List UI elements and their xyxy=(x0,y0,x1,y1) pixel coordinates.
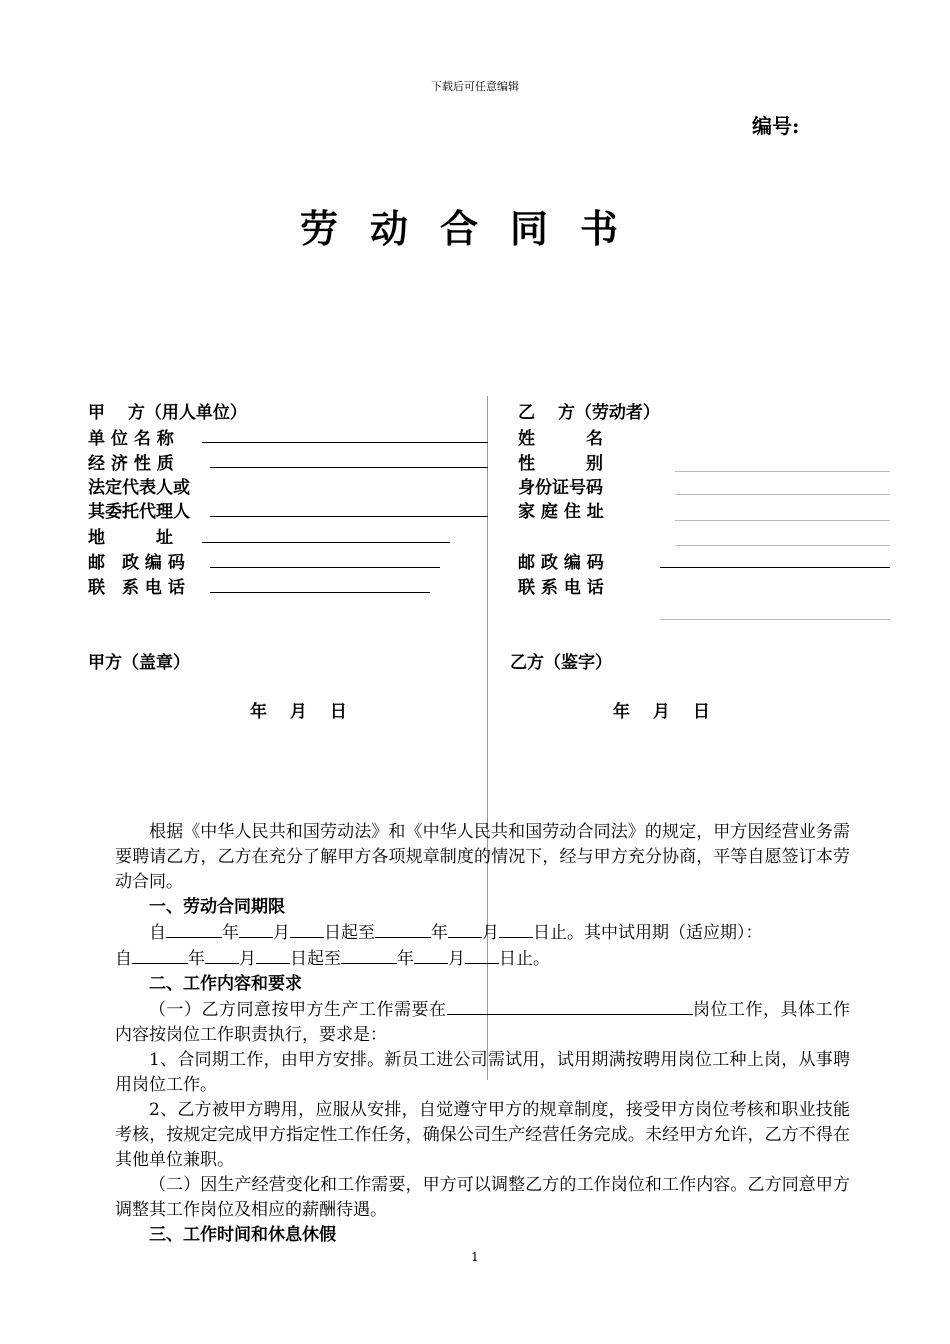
party-a-nature-field[interactable] xyxy=(210,467,488,468)
probation-end-month-field[interactable] xyxy=(414,946,448,964)
party-a-address-label: 地 址 xyxy=(88,528,173,548)
party-a-unit-name-field[interactable] xyxy=(202,442,488,443)
party-b-phone-label: 联 系 电 话 xyxy=(518,578,604,598)
probation-start-day-field[interactable] xyxy=(256,946,290,964)
probation-end-year-field[interactable] xyxy=(341,946,397,964)
term-line-1: 自 年 月 日起至 年 月 日止。其中试用期（适应期）： xyxy=(115,920,850,946)
party-a-nature-label: 经 济 性 质 xyxy=(88,454,174,474)
party-b-sign-label: 乙方（鉴字） xyxy=(510,653,612,673)
party-b-phone-field[interactable] xyxy=(660,619,890,620)
section-1-title: 一、劳动合同期限 xyxy=(149,897,285,917)
party-b-id-field[interactable] xyxy=(675,494,890,495)
party-b-gender-field[interactable] xyxy=(675,471,890,472)
intro-paragraph: 根据《中华人民共和国劳动法》和《中华人民共和国劳动合同法》的规定，甲方因经营业务需要聘请乙方，乙方在充分了解甲方各项规章制度的情况下，经与甲方充分协商，平等自愿签订本劳动合同。 xyxy=(115,822,850,892)
party-a-unit-name-label: 单 位 名 称 xyxy=(88,429,174,449)
party-b-id-label: 身份证号码 xyxy=(518,478,603,498)
section-2-paragraph-1: （一）乙方同意按甲方生产工作需要在 岗位工作，具体工作内容按岗位工作职责执行，要求是： xyxy=(115,997,850,1048)
party-a-rep-label-line2: 其委托代理人 xyxy=(88,502,190,522)
party-b-home-address-field-2[interactable] xyxy=(675,545,890,546)
term-start-month-field[interactable] xyxy=(239,920,273,938)
term-start-year-field[interactable] xyxy=(166,920,222,938)
term-line-2: 自 年 月 日起至 年 月 日止。 xyxy=(115,946,850,972)
header-note: 下载后可任意编辑 xyxy=(431,80,519,93)
term-end-year-field[interactable] xyxy=(375,920,431,938)
party-a-phone-label: 联 系 电 话 xyxy=(88,578,185,598)
party-a-phone-field[interactable] xyxy=(210,592,430,593)
party-a-rep-field[interactable] xyxy=(210,516,488,517)
section-2-item-1: 1、合同期工作，由甲方安排。新员工进公司需试用，试用期满按聘用岗位工种上岗，从事聘用岗位工作。 xyxy=(115,1050,850,1095)
probation-start-month-field[interactable] xyxy=(205,946,239,964)
party-a-postcode-label: 邮 政 编 码 xyxy=(88,553,185,573)
party-b-home-address-label: 家 庭 住 址 xyxy=(518,502,604,522)
party-b-heading: 乙 方（劳动者） xyxy=(518,403,660,423)
job-position-field[interactable] xyxy=(447,997,693,1015)
probation-end-day-field[interactable] xyxy=(465,946,499,964)
section-3-title: 三、工作时间和休息休假 xyxy=(149,1225,336,1245)
party-a-postcode-field[interactable] xyxy=(210,567,440,568)
section-2-title: 二、工作内容和要求 xyxy=(149,974,302,994)
document-title: 劳动合同书 xyxy=(299,206,650,251)
party-b-name-label: 姓 名 xyxy=(518,429,603,449)
probation-start-year-field[interactable] xyxy=(132,946,188,964)
party-b-home-address-field[interactable] xyxy=(675,520,890,521)
party-b-postcode-field[interactable] xyxy=(660,567,890,568)
page-number: 1 xyxy=(471,1250,479,1264)
party-a-rep-label-line1: 法定代表人或 xyxy=(88,478,190,498)
serial-number-label: 编号: xyxy=(752,114,800,138)
party-b-gender-label: 性 别 xyxy=(518,454,603,474)
term-end-day-field[interactable] xyxy=(499,920,533,938)
term-start-day-field[interactable] xyxy=(290,920,324,938)
party-a-seal-label: 甲方（盖章） xyxy=(88,653,190,673)
section-2-item-2: 2、乙方被甲方聘用，应服从安排，自觉遵守甲方的规章制度，接受甲方岗位考核和职业技能考核，按规定完成甲方指定性工作任务，确保公司生产经营任务完成。未经甲方允许，乙方不得在其他单位兼职。 xyxy=(115,1100,850,1170)
contract-body xyxy=(115,820,850,1248)
party-b-date: 年 月 日 xyxy=(613,702,710,722)
term-end-month-field[interactable] xyxy=(448,920,482,938)
party-a-date: 年 月 日 xyxy=(250,702,347,722)
section-2-paragraph-2: （二）因生产经营变化和工作需要，甲方可以调整乙方的工作岗位和工作内容。乙方同意甲方调整其工作岗位及相应的薪酬待遇。 xyxy=(115,1175,850,1220)
party-b-postcode-label: 邮 政 编 码 xyxy=(518,553,604,573)
party-a-heading: 甲 方（用人单位） xyxy=(88,403,247,423)
party-a-address-field[interactable] xyxy=(202,542,450,543)
